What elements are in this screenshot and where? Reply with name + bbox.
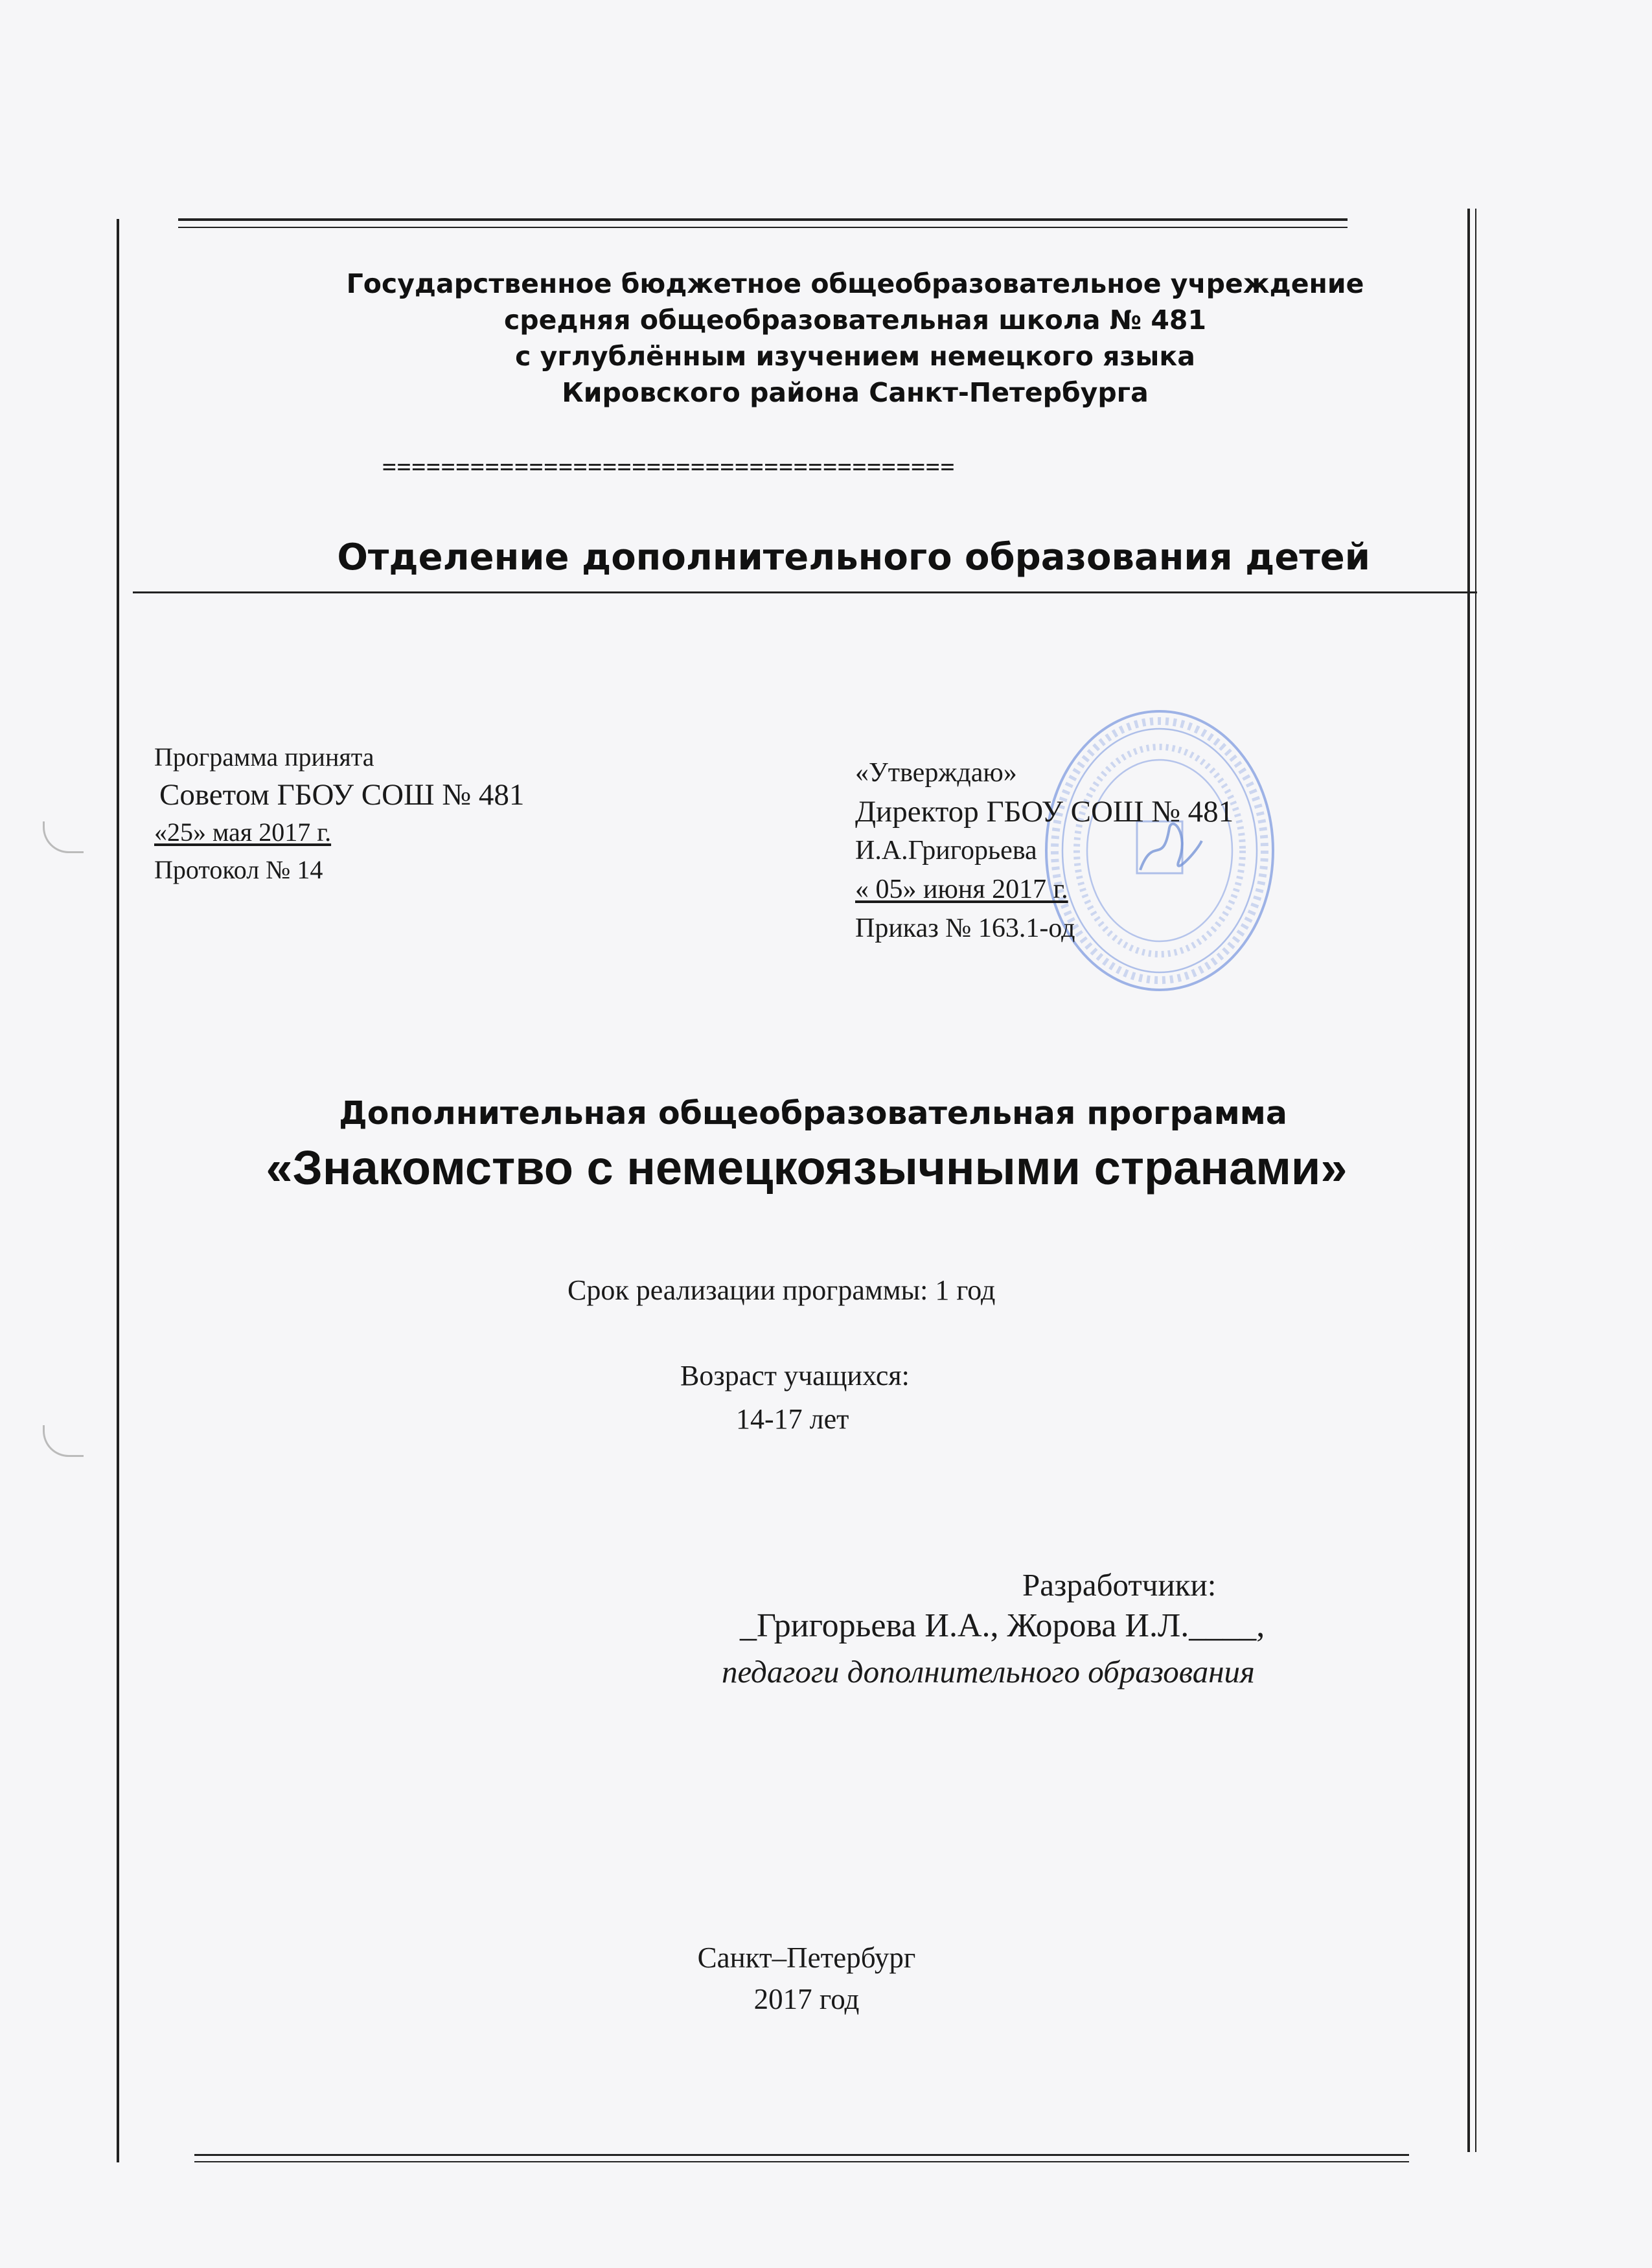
accepted-council: Советом ГБОУ СОШ № 481 [159, 778, 525, 812]
accepted-heading: Программа принята [154, 742, 374, 772]
punch-hole-mark [43, 821, 84, 853]
accepted-date: «25» мая 2017 г. [154, 818, 332, 847]
header-line: Государственное бюджетное общеобразовательное учреждение [346, 268, 1364, 299]
age-label: Возраст учащихся: [680, 1360, 910, 1392]
approved-block [855, 753, 1233, 948]
accepted-protocol: Протокол № 14 [154, 855, 323, 884]
program-type: Дополнительная общеобразовательная программа [339, 1095, 1287, 1132]
approved-date: « 05» июня 2017 г. [855, 875, 1068, 904]
footer-block [0, 1937, 1652, 2020]
footer-year: 2017 год [753, 1983, 860, 2015]
punch-hole-mark [43, 1425, 84, 1457]
top-rule [178, 218, 1348, 221]
developers-names: _Григорьева И.А., Жорова И.Л.____, [740, 1607, 1265, 1644]
program-term: Срок реализации программы: 1 год [568, 1274, 996, 1306]
header-line: средняя общеобразовательная школа № 481 [504, 304, 1206, 336]
separator-line: ======================================= [382, 453, 956, 480]
department-underline [133, 591, 1477, 593]
top-rule-thin [178, 227, 1348, 228]
header-line: Кировского района Санкт-Петербурга [562, 377, 1149, 408]
age-value: 14-17 лет [736, 1403, 849, 1435]
bottom-rule [194, 2154, 1409, 2156]
developers-label: Разработчики: [1022, 1567, 1217, 1603]
approved-heading: «Утверждаю» [855, 758, 1017, 788]
footer-city: Санкт–Петербург [697, 1942, 916, 1974]
developers-role: педагоги дополнительного образования [722, 1654, 1255, 1690]
program-title: «Знакомство с немецкоязычными странами» [266, 1141, 1348, 1195]
approved-director: Директор ГБОУ СОШ № 481 [855, 795, 1234, 829]
approved-order: Приказ № 163.1-од [855, 913, 1075, 943]
accepted-block [154, 739, 524, 889]
header-line: с углублённым изучением немецкого языка [515, 341, 1195, 372]
department-title: Отделение дополнительного образования детей [337, 536, 1370, 578]
school-header [117, 266, 1594, 411]
approved-name: И.А.Григорьева [855, 836, 1037, 865]
bottom-rule-thin [194, 2161, 1409, 2162]
